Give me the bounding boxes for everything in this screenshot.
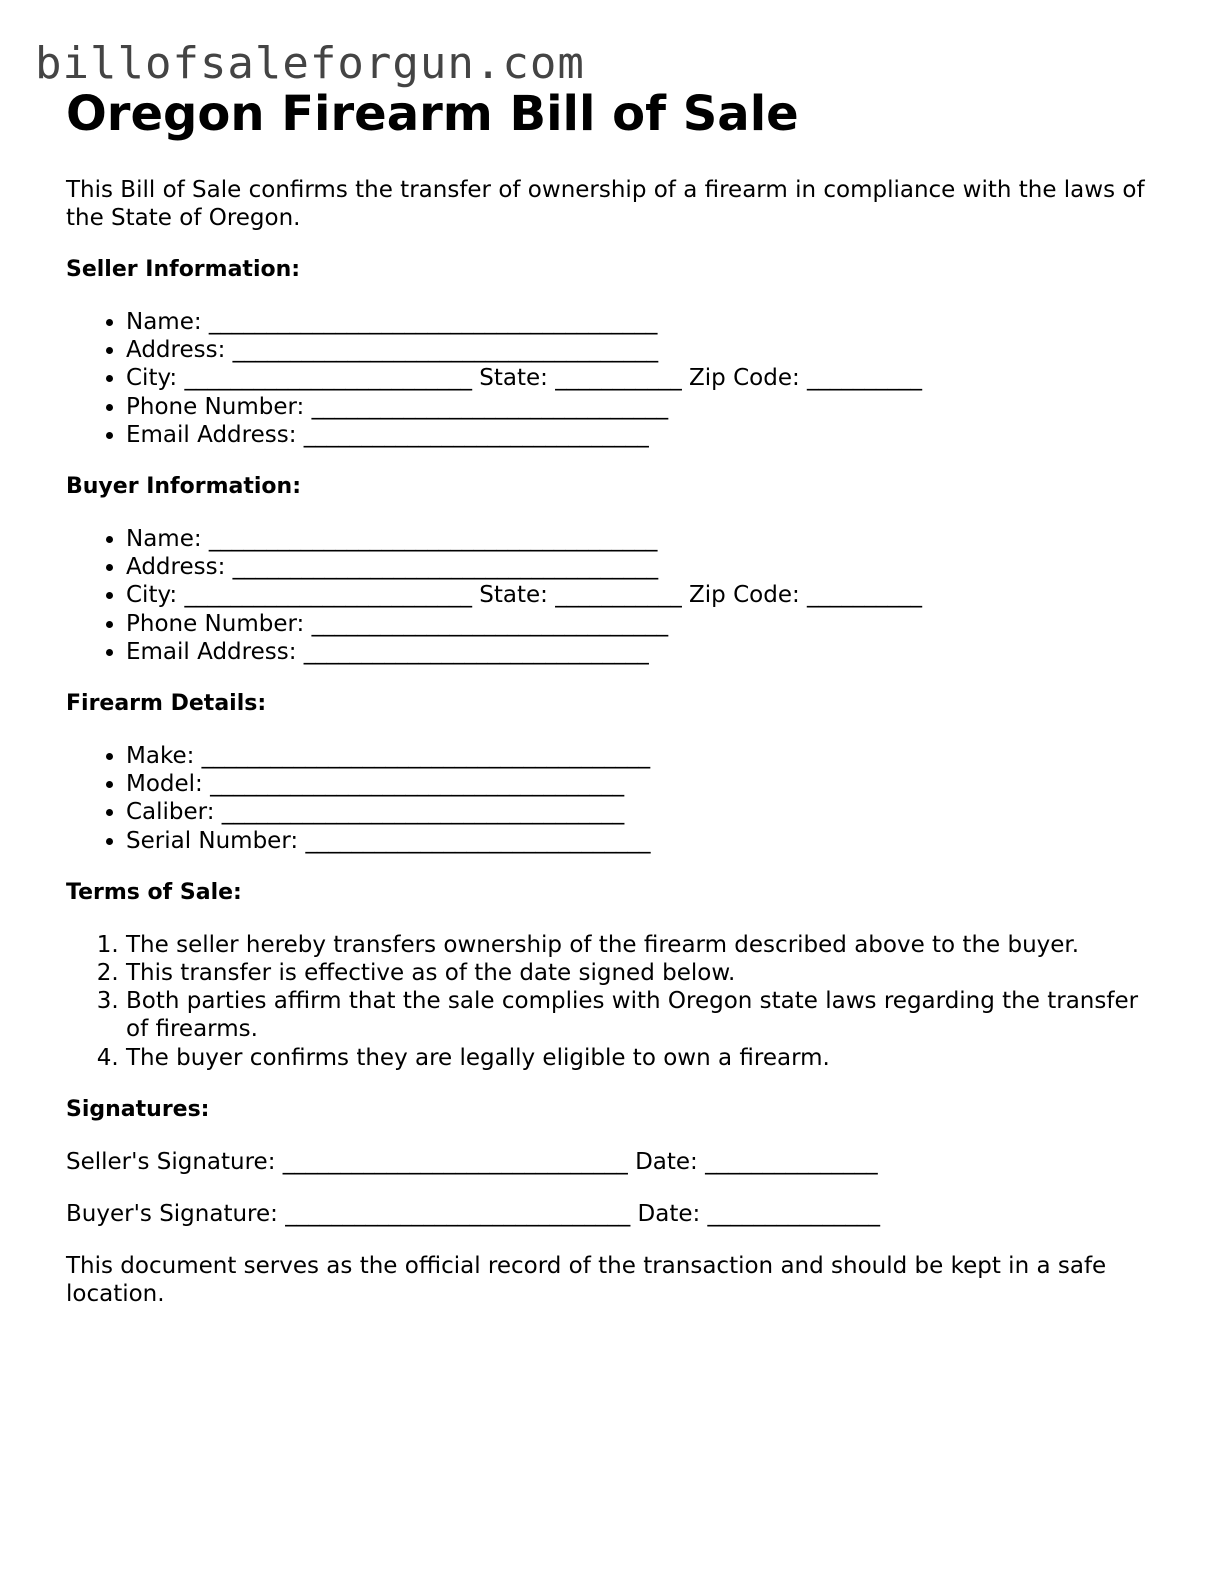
signatures-section-heading: Signatures: xyxy=(66,1096,210,1122)
seller-name-field[interactable]: • Name: _______________________________________ xyxy=(126,308,1156,336)
seller-address-field[interactable]: • Address: _____________________________________ xyxy=(126,336,1156,364)
closing-paragraph: This document serves as the official record of the transaction and should be kept in a safe location. xyxy=(66,1252,1107,1307)
buyer-phone-field[interactable]: • Phone Number: _______________________________ xyxy=(126,610,1156,638)
terms-list xyxy=(66,931,1156,1072)
document-title: Oregon Firearm Bill of Sale xyxy=(66,86,799,142)
buyer-signature-line[interactable]: Buyer's Signature: ______________________________ Date: _______________ xyxy=(66,1200,881,1227)
buyer-name-field[interactable]: • Name: _______________________________________ xyxy=(126,525,1156,553)
intro-paragraph: This Bill of Sale confirms the transfer of ownership of a firearm in compliance with the laws of the State of Oregon. xyxy=(66,177,1145,231)
buyer-address-field[interactable]: • Address: _____________________________________ xyxy=(126,553,1156,581)
terms-item: 4. The buyer confirms they are legally eligible to own a firearm. xyxy=(126,1044,1156,1072)
terms-item: 3. Both parties affirm that the sale complies with Oregon state laws regarding the transfer of firearms. xyxy=(126,987,1156,1043)
seller-phone-field[interactable]: • Phone Number: _______________________________ xyxy=(126,393,1156,421)
buyer-city-state-zip-field[interactable]: • City: _________________________ State: ___________ Zip Code: __________ xyxy=(126,581,1156,609)
seller-section-heading: Seller Information: xyxy=(66,257,301,282)
firearm-model-field[interactable]: • Model: ____________________________________ xyxy=(126,770,1156,798)
buyer-section-heading: Buyer Information: xyxy=(66,474,301,500)
terms-item: 1. The seller hereby transfers ownership of the firearm described above to the buyer. xyxy=(126,931,1156,959)
firearm-caliber-field[interactable]: • Caliber: ___________________________________ xyxy=(126,798,1156,826)
buyer-email-field[interactable]: • Email Address: ______________________________ xyxy=(126,638,1156,666)
seller-signature-line[interactable]: Seller's Signature: ______________________________ Date: _______________ xyxy=(66,1148,878,1175)
terms-item: 2. This transfer is effective as of the date signed below. xyxy=(126,959,1156,987)
firearm-serial-field[interactable]: • Serial Number: ______________________________ xyxy=(126,827,1156,855)
bill-of-sale-document xyxy=(66,82,1156,1308)
site-watermark: billofsaleforgun.com xyxy=(35,38,585,89)
terms-section-heading: Terms of Sale: xyxy=(66,879,242,905)
firearm-make-field[interactable]: • Make: _______________________________________ xyxy=(126,742,1156,770)
seller-info-list xyxy=(66,308,1156,449)
firearm-details-list xyxy=(66,742,1156,855)
firearm-section-heading: Firearm Details: xyxy=(66,691,267,717)
seller-city-state-zip-field[interactable]: • City: _________________________ State: ___________ Zip Code: __________ xyxy=(126,364,1156,392)
buyer-info-list xyxy=(66,525,1156,666)
seller-email-field[interactable]: • Email Address: ______________________________ xyxy=(126,421,1156,449)
